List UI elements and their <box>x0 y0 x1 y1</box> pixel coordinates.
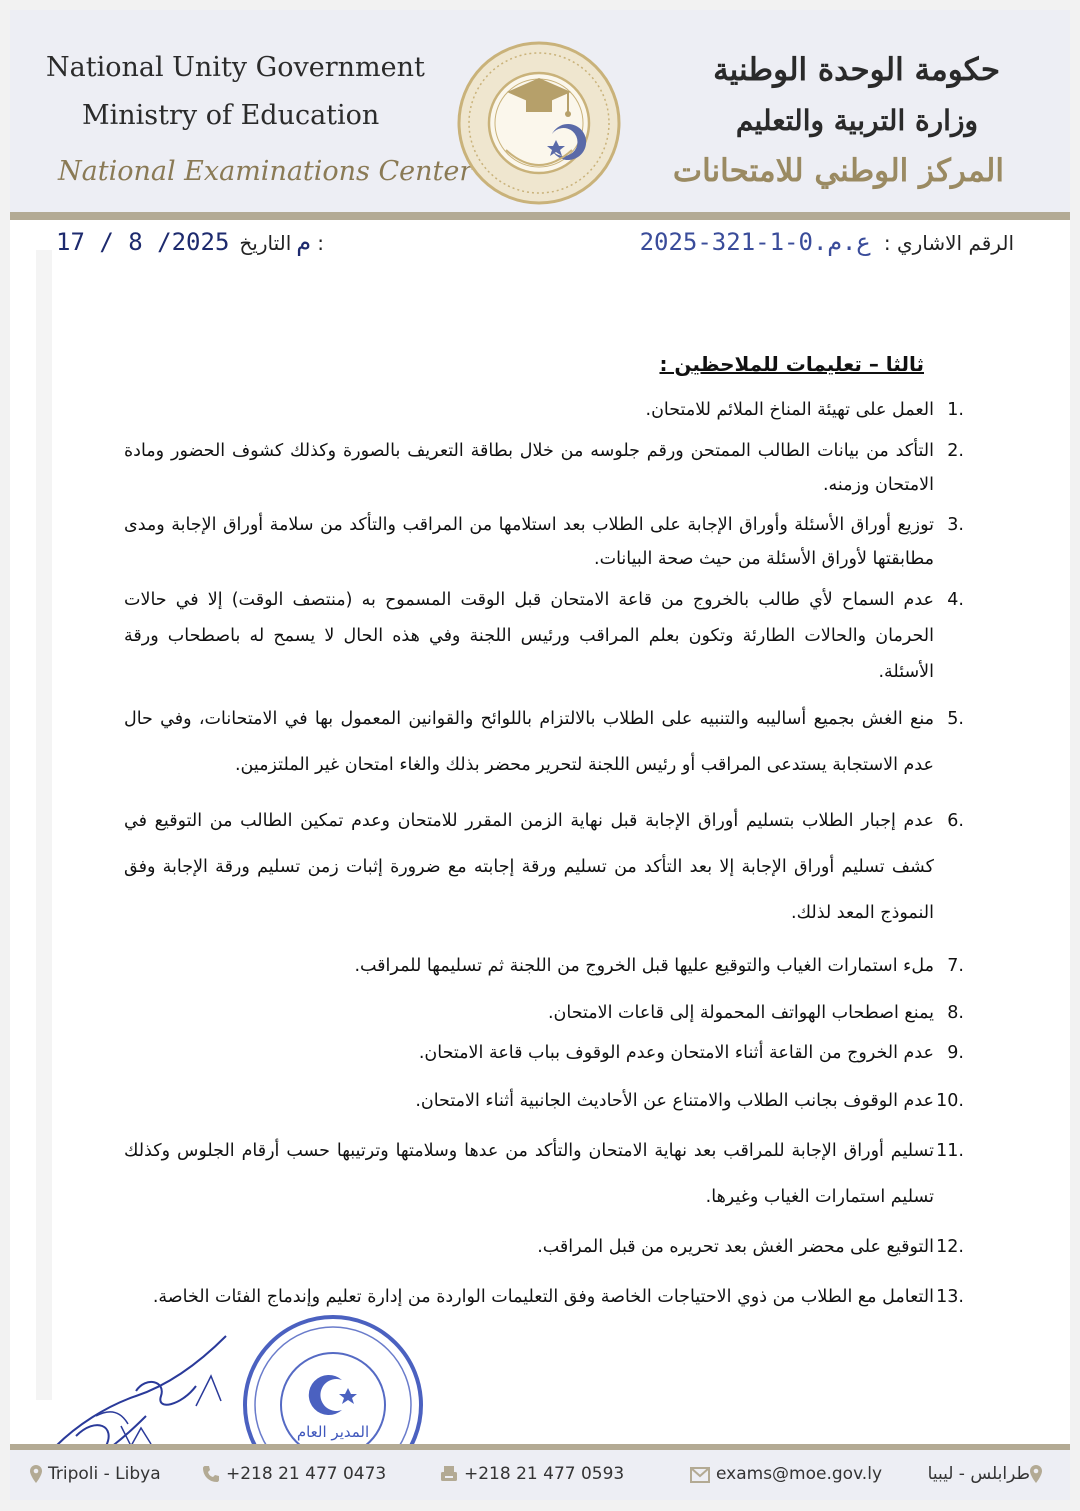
letterhead <box>10 10 1070 212</box>
header-divider <box>10 212 1070 220</box>
header-ar-government: حكومة الوحدة الوطنية <box>713 52 1000 88</box>
footer-phone-text: +218 21 477 0473 <box>226 1464 387 1484</box>
item-number: 10. <box>936 1091 964 1111</box>
item-number: 1. <box>947 400 964 420</box>
list-item <box>124 582 964 690</box>
instructions-list <box>124 388 964 1320</box>
header-ar-ministry: وزارة التربية والتعليم <box>735 104 978 137</box>
phone-icon <box>202 1465 220 1488</box>
date-value: 17 / 8 /2025م <box>56 228 311 256</box>
item-text: تسليم أوراق الإجابة للمراقب بعد نهاية الامتحان والتأكد من عدها وسلامتها وترتيبها حسب أرقام الجلوس وكذلك تسليم استمارات الغياب وغيرها. <box>124 1141 934 1207</box>
item-text: التوقيع على محضر الغش بعد تحريره من قبل المراقب. <box>537 1237 934 1257</box>
footer-location-ar-text: طرابلس - ليبيا <box>927 1464 1030 1484</box>
mail-icon <box>690 1467 710 1488</box>
item-text: العمل على تهيئة المناخ الملائم للامتحان. <box>645 400 934 420</box>
item-text: يمنع اصطحاب الهواتف المحمولة إلى قاعات الامتحان. <box>547 1003 934 1023</box>
footer-email <box>690 1464 882 1488</box>
fax-icon <box>440 1465 458 1488</box>
watermark-strip <box>24 250 64 1400</box>
footer <box>10 1450 1070 1500</box>
location-pin-icon <box>30 1465 42 1488</box>
list-item <box>124 508 964 576</box>
list-item <box>124 394 964 426</box>
item-number: 5. <box>947 709 964 729</box>
footer-fax-text: +218 21 477 0593 <box>464 1464 625 1484</box>
item-text: عدم السماح لأي طالب بالخروج من قاعة الامتحان قبل الوقت المسموح به (منتصف الوقت) إلا في حالات الحرمان والحالات الطارئة وتكون بعلم المراقب ورئيس اللجنة وفي هذه الحال لا يسمح له باصطحاب ورقة الأسئلة. <box>124 590 934 682</box>
letter-sheet <box>10 10 1070 1500</box>
item-number: 3. <box>947 515 964 535</box>
reference-value: 2025-321-1-0.ع.م <box>639 228 871 256</box>
list-item <box>124 1128 964 1220</box>
list-item <box>124 1224 964 1270</box>
date-label: التاريخ : <box>239 231 324 255</box>
ministry-emblem-icon <box>456 40 622 206</box>
reference-label: الرقم الاشاري : <box>883 231 1014 255</box>
item-text: عدم الخروج من القاعة أثناء الامتحان وعدم الوقوف بباب قاعة الامتحان. <box>418 1043 934 1063</box>
list-item <box>124 1078 964 1124</box>
list-item <box>124 696 964 788</box>
item-text: توزيع أوراق الأسئلة وأوراق الإجابة على الطلاب بعد استلامها من المراقب والتأكد من سلامة أوراق الإجابة ومدى مطابقتها لأوراق الأسئلة من حيث صحة البيانات. <box>124 515 934 569</box>
date-line <box>56 228 324 268</box>
item-text: التعامل مع الطلاب من ذوي الاحتياجات الخاصة وفق التعليمات الواردة من إدارة تعليم وإندماج الفئات الخاصة. <box>152 1287 934 1307</box>
item-text: عدم الوقوف بجانب الطلاب والامتناع عن الأحاديث الجانبية أثناء الامتحان. <box>415 1091 934 1111</box>
item-text: عدم إجبار الطلاب بتسليم أوراق الإجابة قبل نهاية الزمن المقرر للامتحان وعدم تمكين الطالب من التوقيع في كشف تسليم أوراق الإجابة إلا بعد التأكد من تسليم ورقة إجابته مع ضرورة إثبات زمن تسليم ورقة الإجابة وفق النموذج المعد لذلك. <box>124 811 934 923</box>
item-number: 2. <box>947 441 964 461</box>
footer-phone <box>202 1464 386 1488</box>
footer-location-en <box>30 1464 161 1488</box>
item-text: ملء استمارات الغياب والتوقيع عليها قبل الخروج من اللجنة ثم تسليمها للمراقب. <box>354 956 934 976</box>
location-pin-icon <box>1030 1465 1042 1488</box>
item-text: التأكد من بيانات الطالب الممتحن ورقم جلوسه من خلال بطاقة التعريف بالصورة وكذلك كشوف الحضور ومادة الامتحان وزمنه. <box>124 441 934 495</box>
list-item <box>124 990 964 1036</box>
section-title: ثالثا – تعليمات للملاحظين : <box>659 352 924 376</box>
item-number: 6. <box>947 811 964 831</box>
seal-title: المدير العام <box>296 1423 370 1441</box>
item-number: 12. <box>936 1237 964 1257</box>
item-number: 9. <box>947 1043 964 1063</box>
footer-email-text: exams@moe.gov.ly <box>716 1464 882 1484</box>
list-item <box>124 434 964 502</box>
list-item <box>124 1036 964 1070</box>
list-item <box>124 798 964 936</box>
footer-location-ar <box>928 1464 1048 1488</box>
header-en-government: National Unity Government <box>46 52 425 83</box>
footer-location-en-text: Tripoli - Libya <box>48 1464 161 1484</box>
item-text: منع الغش بجميع أساليبه والتنبيه على الطلاب بالالتزام باللوائح والقوانين المعمول بها في الامتحانات، وفي حال عدم الاستجابة يستدعى المراقب أو رئيس اللجنة لتحرير محضر بذلك والغاء امتحان غير الملتزمين. <box>124 709 934 775</box>
item-number: 7. <box>947 956 964 976</box>
item-number: 13. <box>936 1287 964 1307</box>
item-number: 8. <box>947 1003 964 1023</box>
footer-fax <box>440 1464 624 1488</box>
header-en-center: National Examinations Center <box>58 156 473 187</box>
header-ar-center: المركز الوطني للامتحانات <box>672 153 1004 189</box>
header-en-ministry: Ministry of Education <box>82 100 380 131</box>
list-item <box>124 942 964 990</box>
reference-number <box>640 228 1014 268</box>
item-number: 4. <box>947 590 964 610</box>
item-number: 11. <box>936 1141 964 1161</box>
